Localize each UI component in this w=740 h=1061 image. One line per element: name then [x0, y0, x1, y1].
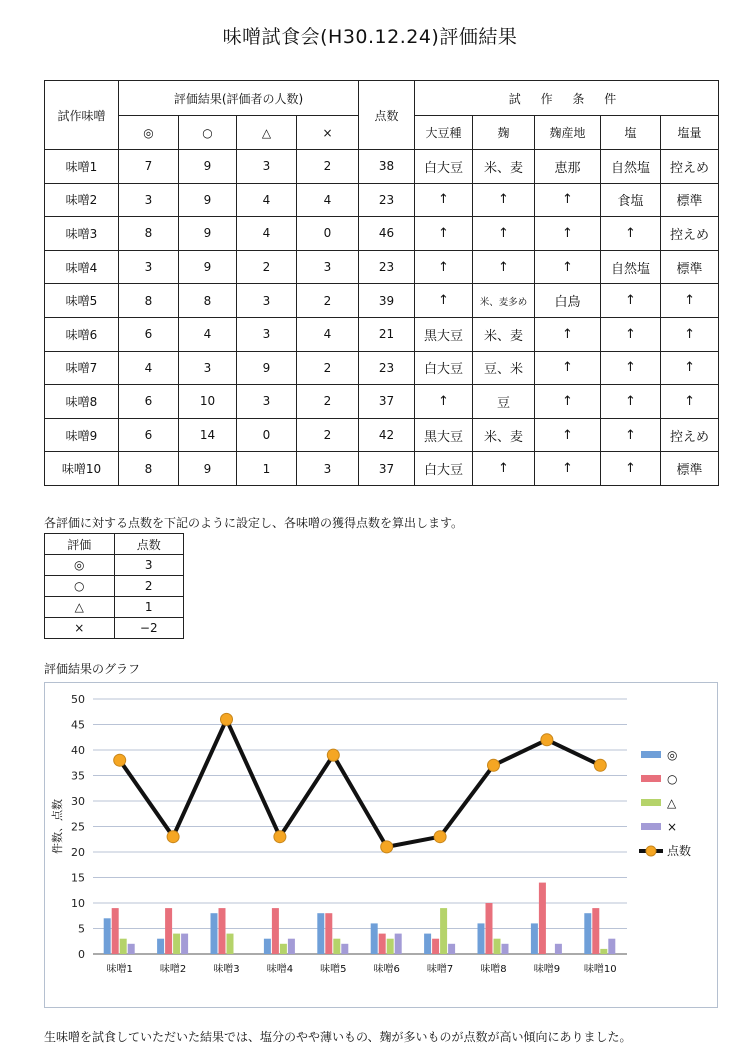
bar-circle — [592, 908, 599, 954]
x-tick-label: 味噌3 — [213, 964, 240, 975]
bar-double-circle — [531, 923, 538, 954]
bar-double-circle — [157, 939, 164, 954]
condition-cell: 控えめ — [661, 150, 719, 184]
condition-cell: 食塩 — [601, 183, 661, 217]
y-tick-label: 50 — [71, 693, 85, 706]
evaluation-chart — [45, 683, 717, 1007]
condition-cell: ↑ — [535, 217, 601, 251]
eval-count: 9 — [237, 351, 297, 385]
condition-header: 試 作 条 件 — [415, 81, 719, 116]
condition-column-header: 大豆種 — [415, 116, 473, 150]
bar-triangle — [173, 934, 180, 954]
condition-cell: ↑ — [601, 217, 661, 251]
bar-triangle — [387, 939, 394, 954]
bar-cross — [128, 944, 135, 954]
score-point — [488, 759, 500, 771]
eval-count: 9 — [179, 150, 237, 184]
eval-count: 2 — [297, 351, 359, 385]
score-points: 2 — [114, 576, 184, 597]
eval-count: 1 — [237, 452, 297, 486]
bar-circle — [539, 883, 546, 954]
condition-cell: 恵那 — [535, 150, 601, 184]
sample-name: 味噌9 — [45, 418, 119, 452]
eval-count: 3 — [179, 351, 237, 385]
bar-double-circle — [424, 934, 431, 954]
eval-count: 2 — [237, 250, 297, 284]
eval-count: 2 — [297, 284, 359, 318]
eval-count: 3 — [237, 317, 297, 351]
bar-cross — [608, 939, 615, 954]
eval-count: 4 — [237, 217, 297, 251]
condition-cell: 豆 — [473, 385, 535, 419]
y-tick-label: 5 — [78, 922, 85, 936]
score-point — [221, 713, 233, 725]
scoring-note: 各評価に対する点数を下記のように設定し、各味噌の獲得点数を算出します。 — [44, 516, 464, 530]
sample-header: 試作味噌 — [45, 81, 119, 150]
condition-cell: ↑ — [535, 351, 601, 385]
x-tick-label: 味噌1 — [106, 964, 133, 975]
y-tick-label: 10 — [71, 897, 85, 910]
legend-label: × — [667, 820, 678, 834]
score-cell: 39 — [359, 284, 415, 318]
bar-cross — [502, 944, 509, 954]
condition-cell: 豆、米 — [473, 351, 535, 385]
mark-header: ○ — [179, 116, 237, 150]
y-axis-label: 件数、点数 — [51, 799, 64, 854]
legend-label: ◎ — [667, 748, 678, 762]
bar-triangle — [227, 934, 234, 954]
score-cell: 21 — [359, 317, 415, 351]
bar-circle — [432, 939, 439, 954]
score-definition-table — [44, 533, 184, 639]
bar-double-circle — [264, 939, 271, 954]
eval-count: 0 — [297, 217, 359, 251]
eval-count: 4 — [119, 351, 179, 385]
condition-cell: ↑ — [473, 217, 535, 251]
x-tick-label: 味噌6 — [373, 964, 400, 975]
eval-count: 10 — [179, 385, 237, 419]
condition-cell: ↑ — [601, 284, 661, 318]
table-row — [45, 150, 719, 184]
eval-header: 評価結果(評価者の人数) — [119, 81, 359, 116]
legend-swatch — [641, 823, 661, 830]
condition-cell: ↑ — [415, 250, 473, 284]
condition-column-header: 塩量 — [661, 116, 719, 150]
condition-cell: 米、麦 — [473, 418, 535, 452]
score-cell: 23 — [359, 183, 415, 217]
condition-cell: ↑ — [661, 317, 719, 351]
table-row — [45, 385, 719, 419]
eval-count: 9 — [179, 183, 237, 217]
y-tick-label: 35 — [71, 769, 85, 783]
score-point — [274, 831, 286, 843]
condition-cell: ↑ — [535, 418, 601, 452]
sample-name: 味噌6 — [45, 317, 119, 351]
x-tick-label: 味噌2 — [159, 964, 187, 975]
sample-name: 味噌8 — [45, 385, 119, 419]
mark-header: × — [297, 116, 359, 150]
condition-cell: ↑ — [661, 385, 719, 419]
eval-count: 4 — [237, 183, 297, 217]
eval-count: 3 — [119, 250, 179, 284]
bar-double-circle — [478, 923, 485, 954]
score-point — [381, 841, 393, 853]
eval-count: 8 — [179, 284, 237, 318]
legend-label: 点数 — [667, 844, 692, 858]
eval-count: 8 — [119, 217, 179, 251]
score-point — [594, 759, 606, 771]
eval-count: 4 — [179, 317, 237, 351]
x-tick-label: 味噌9 — [533, 964, 561, 975]
eval-count: 6 — [119, 317, 179, 351]
score-point — [114, 754, 126, 766]
x-tick-label: 味噌5 — [320, 964, 347, 975]
y-tick-label: 30 — [71, 795, 85, 808]
score-point — [434, 831, 446, 843]
table-row — [45, 452, 719, 486]
score-mark: △ — [45, 597, 115, 618]
page-title: 味噌試食会(H30.12.24)評価結果 — [222, 26, 518, 48]
eval-count: 9 — [179, 217, 237, 251]
eval-count: 4 — [297, 183, 359, 217]
eval-count: 3 — [119, 183, 179, 217]
legend-label: △ — [667, 796, 677, 810]
bar-triangle — [333, 939, 340, 954]
eval-count: 3 — [237, 284, 297, 318]
condition-cell: 黒大豆 — [415, 418, 473, 452]
score-points: 1 — [114, 597, 184, 618]
table-row — [45, 284, 719, 318]
condition-cell: ↑ — [473, 452, 535, 486]
condition-cell: 白鳥 — [535, 284, 601, 318]
condition-cell: 自然塩 — [601, 150, 661, 184]
eval-count: 3 — [297, 452, 359, 486]
score-points: −2 — [114, 618, 184, 639]
score-cell: 37 — [359, 385, 415, 419]
condition-cell: ↑ — [535, 250, 601, 284]
y-tick-label: 15 — [71, 871, 85, 885]
condition-cell: 標準 — [661, 452, 719, 486]
x-tick-label: 味噌8 — [480, 964, 507, 975]
chart-container — [44, 682, 718, 1008]
score-cell: 23 — [359, 351, 415, 385]
table-row — [45, 418, 719, 452]
legend-label: ○ — [667, 772, 678, 786]
condition-cell: ↑ — [601, 418, 661, 452]
condition-cell: 黒大豆 — [415, 317, 473, 351]
x-tick-label: 味噌7 — [426, 964, 454, 975]
table-row — [45, 183, 719, 217]
condition-column-header: 麹産地 — [535, 116, 601, 150]
sample-name: 味噌5 — [45, 284, 119, 318]
legend-marker — [646, 846, 656, 856]
score-cell: 37 — [359, 452, 415, 486]
eval-count: 0 — [237, 418, 297, 452]
score-point — [327, 749, 339, 761]
condition-cell: ↑ — [415, 217, 473, 251]
condition-cell: ↑ — [661, 284, 719, 318]
sample-name: 味噌3 — [45, 217, 119, 251]
score-point — [541, 734, 553, 746]
condition-column-header: 麹 — [473, 116, 535, 150]
bar-double-circle — [104, 918, 111, 954]
eval-count: 9 — [179, 250, 237, 284]
condition-cell: 米、麦 — [473, 317, 535, 351]
condition-cell: ↑ — [415, 385, 473, 419]
table-row — [45, 351, 719, 385]
conclusion-note: 生味噌を試食していただいた結果では、塩分のやや薄いもの、麹が多いものが点数が高い傾向にありました。 — [44, 1030, 632, 1044]
condition-cell: ↑ — [601, 317, 661, 351]
condition-cell: ↑ — [415, 183, 473, 217]
sample-name: 味噌1 — [45, 150, 119, 184]
eval-count: 2 — [297, 385, 359, 419]
condition-cell: ↑ — [473, 250, 535, 284]
bar-circle — [112, 908, 119, 954]
eval-count: 2 — [297, 150, 359, 184]
bar-circle — [219, 908, 226, 954]
bar-triangle — [440, 908, 447, 954]
bar-triangle — [280, 944, 287, 954]
eval-count: 3 — [237, 385, 297, 419]
bar-cross — [341, 944, 348, 954]
x-tick-label: 味噌10 — [583, 964, 617, 975]
bar-cross — [448, 944, 455, 954]
eval-count: 6 — [119, 385, 179, 419]
condition-cell: 控えめ — [661, 217, 719, 251]
eval-count: 8 — [119, 452, 179, 486]
score-cell: 46 — [359, 217, 415, 251]
bar-triangle — [494, 939, 501, 954]
sample-name: 味噌4 — [45, 250, 119, 284]
bar-double-circle — [317, 913, 324, 954]
condition-cell: ↑ — [535, 385, 601, 419]
bar-cross — [555, 944, 562, 954]
eval-count: 9 — [179, 452, 237, 486]
condition-cell: ↑ — [535, 452, 601, 486]
bar-circle — [486, 903, 493, 954]
condition-cell: ↑ — [601, 385, 661, 419]
condition-cell: 控えめ — [661, 418, 719, 452]
condition-cell: ↑ — [535, 317, 601, 351]
bar-circle — [165, 908, 172, 954]
condition-cell: 自然塩 — [601, 250, 661, 284]
condition-cell: 白大豆 — [415, 150, 473, 184]
bar-circle — [325, 913, 332, 954]
sample-name: 味噌2 — [45, 183, 119, 217]
bar-circle — [272, 908, 279, 954]
score-cell: 23 — [359, 250, 415, 284]
score-point — [167, 831, 179, 843]
eval-count: 4 — [297, 317, 359, 351]
score-mark: ◎ — [45, 555, 115, 576]
sample-name: 味噌7 — [45, 351, 119, 385]
y-tick-label: 45 — [71, 718, 85, 732]
y-tick-label: 25 — [71, 820, 85, 834]
eval-count: 3 — [237, 150, 297, 184]
mark-header: △ — [237, 116, 297, 150]
score-table-header-points: 点数 — [114, 534, 184, 555]
bar-triangle — [120, 939, 127, 954]
bar-double-circle — [584, 913, 591, 954]
condition-cell: ↑ — [661, 351, 719, 385]
bar-circle — [379, 934, 386, 954]
bar-cross — [181, 934, 188, 954]
table-row — [45, 217, 719, 251]
condition-cell: 標準 — [661, 250, 719, 284]
eval-count: 14 — [179, 418, 237, 452]
eval-count: 3 — [297, 250, 359, 284]
condition-cell: 白大豆 — [415, 452, 473, 486]
legend-swatch — [641, 751, 661, 758]
graph-label: 評価結果のグラフ — [44, 662, 141, 676]
legend-swatch — [641, 775, 661, 782]
table-row — [45, 250, 719, 284]
score-line — [120, 719, 601, 847]
condition-cell: ↑ — [415, 284, 473, 318]
condition-cell: 米、麦 — [473, 150, 535, 184]
eval-count: 8 — [119, 284, 179, 318]
score-table-header-eval: 評価 — [45, 534, 115, 555]
score-points: 3 — [114, 555, 184, 576]
y-tick-label: 40 — [71, 744, 85, 757]
bar-double-circle — [211, 913, 218, 954]
score-cell: 38 — [359, 150, 415, 184]
eval-count: 7 — [119, 150, 179, 184]
bar-double-circle — [371, 923, 378, 954]
y-tick-label: 0 — [78, 948, 85, 961]
legend-swatch — [641, 799, 661, 806]
score-header: 点数 — [359, 81, 415, 150]
condition-cell: 米、麦多め — [473, 284, 535, 318]
y-tick-label: 20 — [71, 846, 85, 859]
condition-cell: ↑ — [535, 183, 601, 217]
x-tick-label: 味噌4 — [266, 964, 294, 975]
condition-cell: ↑ — [601, 452, 661, 486]
bar-triangle — [600, 949, 607, 954]
condition-column-header: 塩 — [601, 116, 661, 150]
eval-count: 2 — [297, 418, 359, 452]
table-row — [45, 317, 719, 351]
condition-cell: 標準 — [661, 183, 719, 217]
condition-cell: 白大豆 — [415, 351, 473, 385]
mark-header: ◎ — [119, 116, 179, 150]
score-mark: × — [45, 618, 115, 639]
bar-cross — [288, 939, 295, 954]
condition-cell: ↑ — [601, 351, 661, 385]
bar-cross — [395, 934, 402, 954]
sample-name: 味噌10 — [45, 452, 119, 486]
evaluation-table — [44, 80, 719, 486]
eval-count: 6 — [119, 418, 179, 452]
condition-cell: ↑ — [473, 183, 535, 217]
score-cell: 42 — [359, 418, 415, 452]
score-mark: ○ — [45, 576, 115, 597]
